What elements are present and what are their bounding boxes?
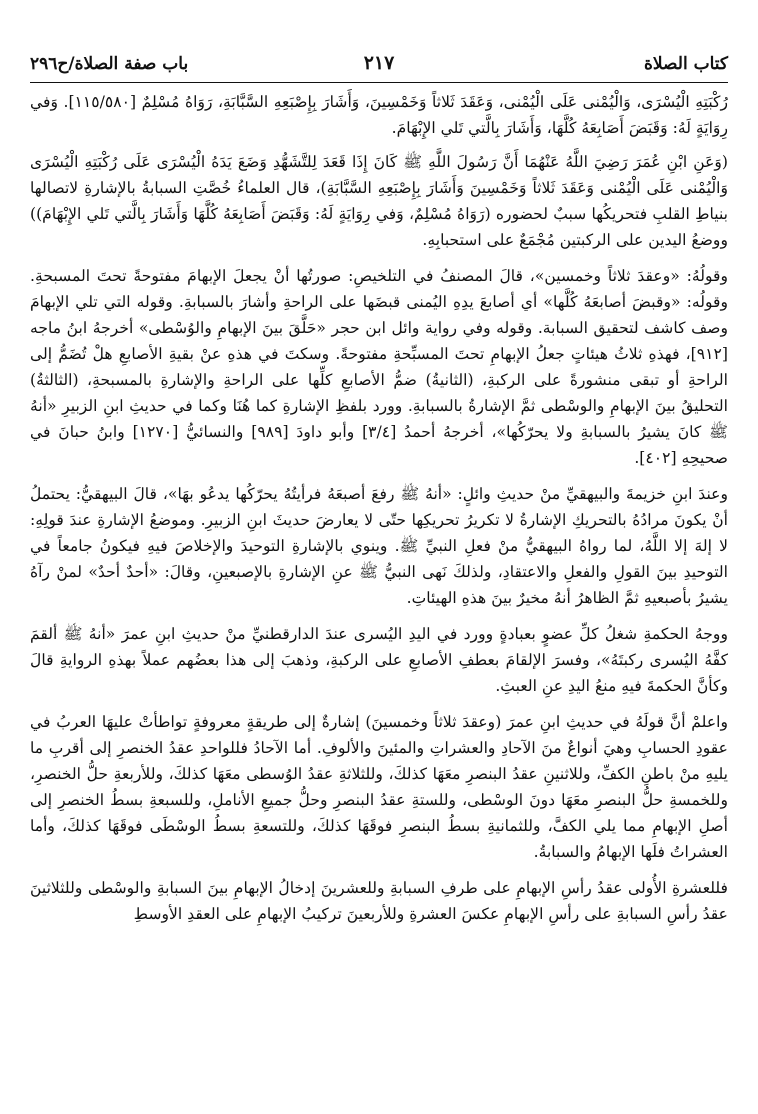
paragraph: (وَعَنِ ابْنِ عُمَرَ رَضِيَ اللَّهُ عَنْهُمَا أَنَّ رَسُولَ اللَّهِ ﷺ كَانَ إِذَا قَعَدَ لِلتَّشَهُّدِ وَضَعَ يَدَهُ الْيُسْرَى عَلَى رُكْبَتِهِ الْيُسْرَى وَالْيُمْنى عَلَى الْيُمْنى وَعَقَدَ ثَلاثاً وَخَمْسِينَ وَأَشَارَ بِإِصْبَعِهِ السَّبَّابَةِ)، قال العلماءُ خُصَّتِ السبابةُ بالإشارةِ لاتصالها بنياطِ القلبِ فتحريكُها سببٌ لحضوره (رَوَاهُ مُسْلِمٌ، وَفي رِوَايَةٍ لَهُ: وَقَبَضَ أَصَابِعَهُ كُلَّهَا وَأَشَارَ بِالَّتي تَلي الإِبْهَامَ)) ووضعُ اليدين على الركبتين مُجْمَعٌ على استحبابِهِ. <box>30 153 728 249</box>
paragraph: فللعشرةِ الأُولى عقدُ رأسِ الإبهامِ على طرفِ السبابةِ وللعشرينَ إدخالُ الإبهامِ بينَ السبابةِ والوسْطى وللثلاثينَ عقدُ رأسِ السبابةِ على رأسِ الإبهامِ عكسَ العشرةِ وللأربعينَ تركيبُ الإبهامِ على العقدِ الأوسطِ <box>30 879 728 923</box>
page-body <box>30 89 728 927</box>
paragraph: رُكْبَتِهِ الْيُسْرَى، وَالْيُمْنى عَلَى الْيُمْنى، وَعَقَدَ ثَلاثاً وَخَمْسِينَ، وَأَشَارَ بِإِصْبَعِهِ السَّبَّابَةِ، رَوَاهُ مُسْلِمٌ [١١٥/٥٨٠]. وَفي رِوَايَةٍ لَهُ: وَقَبَضَ أَصَابِعَهُ كُلَّهَا، وَأَشَارَ بِالَّتي تَلي الإِبْهَامَ. <box>30 93 728 137</box>
paragraph: وعندَ ابنِ خزيمةَ والبيهقيِّ منْ حديثِ وائلٍ: «أنهُ ﷺ رفعَ أصبعَهُ فرأيتُهُ يحرّكُها يدعُو بهَا»، قالَ البيهقيُّ: يحتملُ أنْ يكونَ مرادُهُ بالتحريكِ الإشارةُ لا تكريرُ تحريكِها حتّى لا يعارضَ حديثَ ابنِ الزبيرِ. وموضعُ الإشارةِ عندَ قولِهِ: لا إلهَ إلا اللَّهُ، لما رواهُ البيهقيُّ منْ فعلِ النبيِّ ﷺ. وينوي بالإشارةِ التوحيدَ والإخلاصَ فيهِ فيكونُ جامعاً في التوحيدِ بينَ القولِ والفعلِ والاعتقادِ، ولذلكَ نَهى النبيُّ ﷺ عنِ الإشارةِ بالإصبعينِ، وقالَ: «أحدٌ أحدٌ» لمنْ رآهُ يشيرُ بأصبعيهِ ثمَّ الظاهرُ أنهُ مخيرٌ بينَ هذهِ الهيئاتِ. <box>30 485 728 607</box>
chapter-title: باب صفة الصلاة/ح٢٩٦ <box>30 54 189 74</box>
book-title: كتاب الصلاة <box>643 54 728 74</box>
paragraph: واعلمْ أنَّ قولَهُ في حديثِ ابنِ عمرَ (وعقدَ ثلاثاً وخمسينَ) إشارةٌ إلى طريقةٍ معروفةٍ تواطأتْ عليهَا العربُ في عقودِ الحسابِ وهيَ أنواعٌ منَ الآحادِ والعشراتِ والمئينَ والألوفِ. أما الآحادُ فللواحدِ عقدُ الخنصرِ إلى أقربِ ما يليهِ منْ باطنِ الكفِّ، وللاثنينِ عقدُ البنصرِ معَهَا كذلكَ، وللثلاثةِ عقدُ الوُسطى معَهَا كذلكَ، وللأربعةِ حلُّ الخنصرِ، وللخمسةِ حلُّ البنصرِ معَهَا دونَ الوسْطى، وللستةِ عقدُ البنصرِ وحلُّ جميعِ الأناملِ، وللسبعةِ بسطُ الخنصرِ إلى أصلِ الإبهامِ مما يلي الكفَّ، وللثمانيةِ بسطُ البنصرِ فوقَهَا كذلكَ، وللتسعةِ بسطُ الوسْطَى فوقَهَا كذلكَ، وأما العشراتُ فلَها الإبهامُ والسبابةُ. <box>30 713 728 861</box>
paragraph: ووجهُ الحكمةِ شغلُ كلِّ عضوٍ بعبادةٍ وورد في اليدِ اليُسرى عندَ الدارقطنيِّ منْ حديثِ ابنِ عمرَ «أنهُ ﷺ ألقمَ كفَّهُ اليُسرى ركبتَهُ»، وفسرَ الإلقامَ بعطفِ الأصابعِ على الركبةِ، وذهبَ إلى هذا بعضُهم عملاً بهذهِ الروايةِ قالَ وكأنَّ الحكمةَ فيهِ منعُ اليدِ عنِ العبثِ. <box>30 625 728 695</box>
page-number: ٢١٧ <box>363 52 395 74</box>
running-header <box>30 46 728 83</box>
page <box>30 46 728 1106</box>
paragraph: وقولُهُ: «وعقدَ ثلاثاً وخمسين»، قالَ المصنفُ في التلخيصِ: صورتُها أنْ يجعلَ الإبهامَ مفتوحةً تحتَ المسبحةِ. وقولُه: «وقبضَ أصابعَهُ كُلَّها» أي أصابعَ يدِهِ اليُمنى قبضَها على الراحةِ وأشارَ بالسبابةِ. وقوله التي تلي الإبهامَ وصف كاشف لتحقيق السبابة. وقوله وفي رواية وائل ابن حجر «حَلَّقَ بينَ الإبهامِ والوُسْطى» أخرجهُ ابنُ ماجه [٩١٢]، فهذهِ ثلاثُ هيئاتٍ جعلُ الإبهامِ تحتَ المسبِّحةِ مفتوحةً. وسكتَ في هذهِ عنْ بقيةِ الأصابعِ هلْ تُضَمُّ إلى الراحةِ أو تبقى منشورةً على الركبةِ، (الثانيةُ) ضمُّ الأصابعِ كلِّها على الراحةِ والإشارةِ بالمسبحةِ، (الثالثةُ) التحليقُ بينَ الإبهامِ والوسْطى ثمَّ الإشارةُ بالسبابةِ. وورد بلفظِ الإشارةِ كما هُنَا وكما في حديثِ ابنِ الزبيرِ «أنهُ ﷺ كانَ يشيرُ بالسبابةِ ولا يحرّكُها»، أخرجهُ أحمدُ [٣/٤] وأبو داودَ [٩٨٩] والنسائيُّ [١٢٧٠] وابنُ حبانَ في صحيحِهِ [٤٠٢]. <box>30 267 728 467</box>
